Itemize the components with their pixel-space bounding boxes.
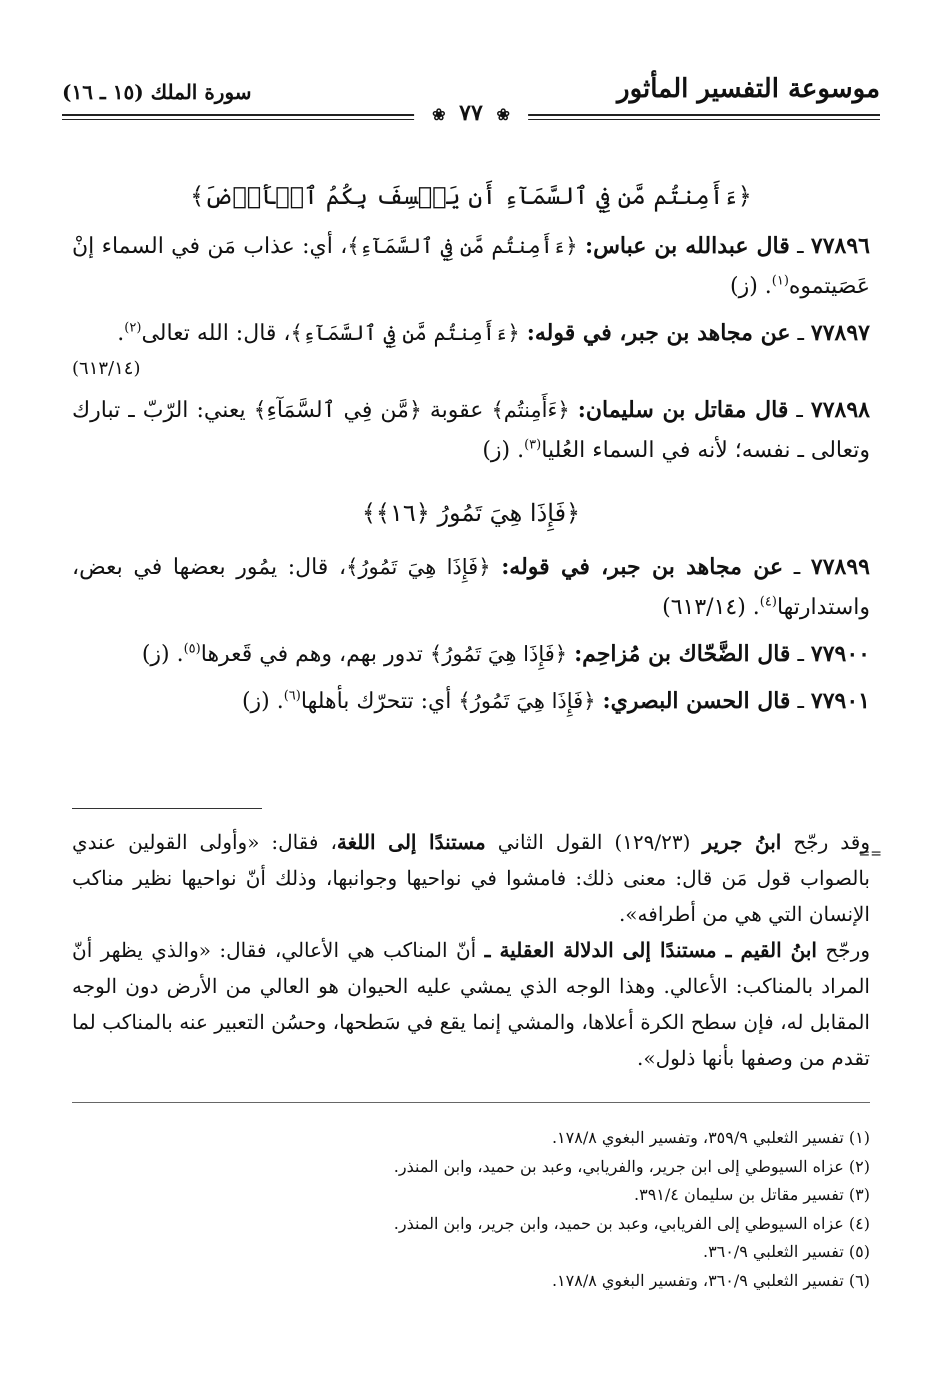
entry-text: ، أي: عذاب مَن في السماء إنْ عَصَيتموه [72, 234, 870, 299]
narration-entry: ٧٧٨٩٧ ـ عن مجاهد بن جبر، في قوله: ﴿ءَأَمِنتُم مَّن فِي ٱلسَّمَآءِ﴾، قال: الله تعالى$^{(٢)}$. (٦١٣/١٤) [72, 313, 870, 384]
commentary-text: وقد رجّح [781, 830, 871, 854]
commentary-paragraph [72, 824, 870, 932]
narration-entry: ٧٧٨٩٩ ـ عن مجاهد بن جبر، في قوله: ﴿فَإِذَا هِيَ تَمُورُ﴾، قال: يمُور بعضها في بعض، واستدارتها$^{(٤)}$. (٦١٣/١٤) [72, 554, 870, 620]
narrator: عن مجاهد بن جبر، في قوله: [501, 554, 784, 580]
commentary-block [72, 824, 882, 1076]
entry-tail: . (ز) [729, 274, 772, 299]
entry-tail: . (٦١٣/١٤) [662, 595, 760, 620]
footnote-ref[interactable]: (٥) [183, 641, 201, 657]
commentary-text: (١٢٩/٢٣) القول الثاني [485, 830, 703, 854]
quran-quote: ﴿ءَأَمِنتُم مَّن فِي ٱلسَّمَآءِ﴾ [347, 234, 578, 258]
footnote-item: (٣) تفسير مقاتل بن سليمان ٣٩١/٤. [634, 1185, 870, 1204]
scholar-name: ابنُ القيم ـ مستندًا إلى الدلالة العقلية ـ [484, 938, 817, 962]
narration-entry: ٧٧٩٠١ ـ قال الحسن البصري: ﴿فَإِذَا هِيَ تَمُورُ﴾ أي: تتحرّك بأهلها$^{(٦)}$. (ز) [241, 688, 870, 714]
entry-tail: . (ز) [141, 642, 184, 667]
footnote-item: (١) تفسير الثعلبي ٣٥٩/٩، وتفسير البغوي ١٧٨/٨. [551, 1128, 870, 1147]
quran-quote: ﴿فَإِذَا هِيَ تَمُورُ﴾ [429, 642, 568, 666]
scholar-name: ابنُ جرير [702, 830, 782, 854]
narration-entry: ٧٧٨٩٨ ـ قال مقاتل بن سليمان: ﴿ءَأَمِنتُم﴾ عقوبة ﴿مَّن فِي ٱلسَّمَآءِ﴾ يعني: الرّبّ ـ تبارك وتعالى ـ نفسه؛ لأنه في السماء العُليا$^{(٣)}$. (ز) [72, 397, 870, 463]
entry-number: ٧٧٨٩٧ [810, 320, 870, 346]
ayah-heading: ﴿ءَأَمِنتُم مَّن فِي ٱلسَّمَآءِ أَن يَخۡسِفَ بِكُمُ ٱلۡأَرۡضَ﴾ [190, 182, 752, 210]
entry-text: تدور بهم، وهم في قَعرها [200, 642, 430, 667]
footnote-ref[interactable]: (٣) [524, 437, 542, 453]
commentary-text: ، فقال: «وأولى القولين عندي بالصواب قول مَن قال: معنى ذلك: فامشوا في نواحيها وجوانبها، وذلك أنّ نواحيها نظير مناكب الإنسان التي هي من أطرافه». [72, 830, 870, 926]
footnote-ref[interactable]: (٦) [283, 688, 301, 704]
volume-reference: (٦١٣/١٤) [72, 358, 141, 379]
continuation-mark: == [858, 846, 882, 862]
main-text [72, 176, 870, 728]
page-number: ٧٧ [459, 100, 483, 126]
page-header [62, 74, 880, 134]
narrator: قال الضَّحّاك بن مُزاحِم: [574, 641, 791, 667]
entry-tail: . (ز) [241, 689, 284, 714]
narrator: عن مجاهد بن جبر، في قوله: [526, 320, 791, 346]
entry-tail: . [117, 321, 125, 346]
entry-number: ٧٧٨٩٩ [810, 554, 870, 580]
commentary-text: أنّ المناكب هي الأعالي، فقال: «والذي يظهر أنّ المراد بالمناكب: الأعالي. وهذا الوجه الذي يمشي عليه الحيوان هو العالي من الأرض دون الوجه المقابل له، فإن سطح الكرة أعلاها، والمشي إنما يقع في سَطحها، وحسُن التعبير عنه بالمناكب لما تقدم من وصفها بأنها ذلول». [72, 938, 870, 1070]
entry-text: عقوبة ﴿مَّن فِي ٱلسَّمَآءِ﴾ يعني: الرّبّ ـ تبارك وتعالى ـ نفسه؛ لأنه في السماء العُليا [72, 398, 870, 463]
footnote-item: (٢) عزاه السيوطي إلى ابن جرير، والفريابي، وعبد بن حميد، وابن المنذر. [393, 1156, 870, 1176]
narrator: قال مقاتل بن سليمان: [577, 397, 789, 423]
narrator: قال عبدالله بن عباس: [584, 233, 790, 259]
method-note: مستندًا إلى اللغة [336, 830, 486, 854]
footnote-ref[interactable]: (١) [771, 273, 789, 289]
quran-quote: ﴿فَإِذَا هِيَ تَمُورُ﴾ [346, 555, 491, 579]
commentary-paragraph [72, 932, 870, 1076]
quran-quote: ﴿فَإِذَا هِيَ تَمُورُ﴾ [458, 689, 596, 713]
commentary-separator [72, 808, 262, 809]
ayah-heading: ﴿فَإِذَا هِيَ تَمُورُ ﴿١٦﴾﴾ [361, 499, 581, 527]
ornament-icon: ❀ [496, 105, 510, 124]
footnote-item: (٦) تفسير الثعلبي ٣٦٠/٩، وتفسير البغوي ١٧٨/٨. [551, 1270, 870, 1290]
footnote-ref[interactable]: (٢) [124, 320, 142, 336]
narration-entry: ٧٧٨٩٦ ـ قال عبدالله بن عباس: ﴿ءَأَمِنتُم مَّن فِي ٱلسَّمَآءِ﴾، أي: عذاب مَن في السماء إنْ عَصَيتموه$^{(١)}$. (ز) [72, 233, 870, 299]
quran-quote: ﴿ءَأَمِنتُم مَّن فِي ٱلسَّمَآءِ﴾ [290, 321, 520, 345]
commentary-text: ورجّح [817, 938, 870, 962]
footnotes [72, 1124, 870, 1295]
entry-tail: . (ز) [482, 438, 525, 463]
quran-quote: ﴿ءَأَمِنتُم﴾ [491, 398, 570, 422]
narrator: قال الحسن البصري: [602, 688, 791, 714]
book-title: موسوعة التفسير المأثور [617, 74, 880, 104]
footnote-rule [72, 1102, 870, 1103]
entry-number: ٧٧٨٩٦ [810, 233, 870, 259]
entry-text: ، قال: الله تعالى [141, 321, 291, 346]
ornament-icon: ❀ [432, 105, 446, 124]
entry-number: ٧٧٩٠٠ [810, 641, 870, 667]
page-number-block [414, 100, 528, 126]
entry-number: ٧٧٩٠١ [810, 688, 870, 714]
entry-text: ، قال: يمُور بعضها في بعض، واستدارتها [72, 555, 870, 620]
footnote-item: (٥) تفسير الثعلبي ٣٦٠/٩. [702, 1242, 870, 1261]
footnote-ref[interactable]: (٤) [759, 594, 777, 610]
entry-text: أي: تتحرّك بأهلها [300, 689, 459, 714]
footnote-item: (٤) عزاه السيوطي إلى الفريابي، وعبد بن حميد، وابن جرير، وابن المنذر. [393, 1213, 870, 1233]
narration-entry: ٧٧٩٠٠ ـ قال الضَّحّاك بن مُزاحِم: ﴿فَإِذَا هِيَ تَمُورُ﴾ تدور بهم، وهم في قَعرها$^{(٥)}$. (ز) [141, 641, 870, 667]
entry-number: ٧٧٨٩٨ [810, 397, 870, 423]
surah-title: سورة الملك (١٥ ـ ١٦) [62, 80, 252, 104]
